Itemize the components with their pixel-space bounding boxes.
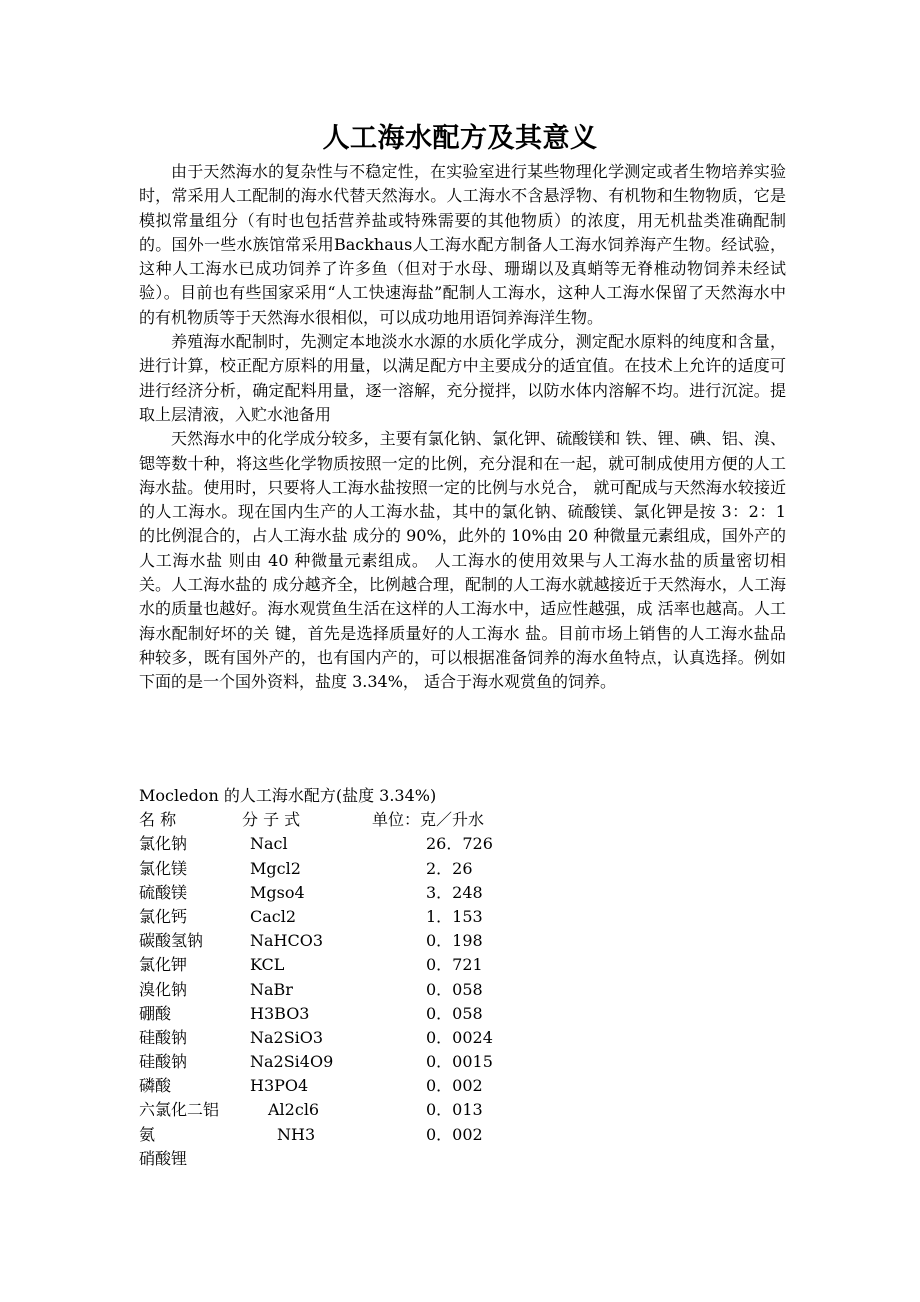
row-value: 1．153 <box>426 906 483 926</box>
row-formula: Na2SiO3 <box>250 1027 324 1047</box>
row-value: 0．013 <box>426 1100 483 1120</box>
row-name: 氯化镁 <box>139 858 188 878</box>
row-formula: Al2cl6 <box>268 1100 320 1120</box>
row-name: 硫酸镁 <box>139 882 188 902</box>
row-name: 氯化钙 <box>139 906 188 926</box>
row-formula: NaBr <box>250 979 293 999</box>
table-row <box>139 881 759 905</box>
row-name: 氨 <box>139 1124 156 1144</box>
row-value: 0．0024 <box>426 1027 493 1047</box>
body-text <box>139 160 786 695</box>
row-name: 硼酸 <box>139 1003 172 1023</box>
row-formula: Na2Si4O9 <box>250 1052 334 1072</box>
row-formula: Mgso4 <box>250 882 305 902</box>
row-value: 0．002 <box>426 1076 483 1096</box>
row-name: 氯化钠 <box>139 834 188 854</box>
row-value: 2．26 <box>426 858 473 878</box>
header-name: 名 称 <box>139 810 177 830</box>
header-formula: 分 子 式 <box>242 810 301 830</box>
row-value: 0．058 <box>426 979 483 999</box>
table-row <box>139 857 759 881</box>
row-formula: NaHCO3 <box>250 931 324 951</box>
row-formula: NH3 <box>277 1124 316 1144</box>
table-row <box>139 1026 759 1050</box>
row-formula: Nacl <box>250 834 288 854</box>
formula-table <box>139 784 759 1171</box>
row-value: 0．058 <box>426 1003 483 1023</box>
table-row <box>139 929 759 953</box>
row-name: 硅酸钠 <box>139 1027 188 1047</box>
table-header <box>139 808 759 832</box>
table-row <box>139 1074 759 1098</box>
row-value: 0．198 <box>426 931 483 951</box>
row-name: 硅酸钠 <box>139 1052 188 1072</box>
table-row <box>139 905 759 929</box>
row-name: 硝酸锂 <box>139 1148 188 1168</box>
paragraph: 养殖海水配制时，先测定本地淡水水源的水质化学成分，测定配水原料的纯度和含量，进行计算，校正配方原料的用量，以满足配方中主要成分的适宜值。在技术上允许的适度可进行经济分析，确定配料用量，逐一溶解，充分搅拌，以防水体内溶解不均。进行沉淀。提取上层清液，入贮水池备用 <box>139 332 786 424</box>
row-name: 氯化钾 <box>139 955 188 975</box>
table-row <box>139 1050 759 1074</box>
table-row <box>139 953 759 977</box>
header-unit: 单位：克／升水 <box>372 810 485 830</box>
row-name: 溴化钠 <box>139 979 188 999</box>
row-formula: Cacl2 <box>250 906 297 926</box>
formula-title: Mocledon 的人工海水配方(盐度 3.34%) <box>139 786 437 805</box>
row-formula: KCL <box>250 955 285 975</box>
table-row <box>139 1147 759 1171</box>
row-formula: H3PO4 <box>250 1076 309 1096</box>
row-name: 六氯化二铝 <box>139 1100 220 1120</box>
row-value: 0．002 <box>426 1124 483 1144</box>
row-formula: Mgcl2 <box>250 858 301 878</box>
row-value: 0．0015 <box>426 1052 493 1072</box>
table-row <box>139 978 759 1002</box>
table-row <box>139 1098 759 1122</box>
table-row <box>139 1002 759 1026</box>
row-formula: H3BO3 <box>250 1003 310 1023</box>
row-name: 碳酸氢钠 <box>139 931 204 951</box>
table-row <box>139 1123 759 1147</box>
row-name: 磷酸 <box>139 1076 172 1096</box>
table-row <box>139 832 759 856</box>
row-value: 3．248 <box>426 882 483 902</box>
row-value: 0．721 <box>426 955 483 975</box>
row-value: 26．726 <box>426 834 493 854</box>
paragraph: 由于天然海水的复杂性与不稳定性，在实验室进行某些物理化学测定或者生物培养实验时，常采用人工配制的海水代替天然海水。人工海水不含悬浮物、有机物和生物物质，它是模拟常量组分（有时也包括营养盐或特殊需要的其他物质）的浓度，用无机盐类准确配制的。国外一些水族馆常采用Backhaus人工海水配方制备人工海水饲养海产生物。经试验，这种人工海水已成功饲养了许多鱼（但对于水母、珊瑚以及真蛸等无脊椎动物饲养未经试验）。目前也有些国家采用“人工快速海盐”配制人工海水，这种人工海水保留了天然海水中的有机物质等于天然海水很相似，可以成功地用语饲养海洋生物。 <box>139 162 786 327</box>
document-title: 人工海水配方及其意义 <box>322 123 598 154</box>
paragraph: 天然海水中的化学成分较多，主要有氯化钠、氯化钾、硫酸镁和 铁、锂、碘、铝、溴、锶等数十种，将这些化学物质按照一定的比例，充分混和在一起，就可制成使用方便的人工海水盐。使用时，只要将人工海水盐按照一定的比例与水兑合， 就可配成与天然海水较接近的人工海水。现在国内生产的人工海水盐，其中的氯化钠、硫酸镁、氯化钾是按 3：2：1 的比例混合的，占人工海水盐 成分的 90%，此外的 10%由 20 种微量元素组成，国外产的人工海水盐 则由 40 种微量元素组成。 人工海水的使用效果与人工海水盐的质量密切相关。人工海水盐的 成分越齐全，比例越合理，配制的人工海水就越接近于天然海水，人工海 水的质量也越好。海水观赏鱼生活在这样的人工海水中，适应性越强，成 活率也越高。人工海水配制好坏的关 键，首先是选择质量好的人工海水 盐。目前市场上销售的人工海水盐品种较多，既有国外产的，也有国内产的，可以根据准备饲养的海水鱼特点，认真选择。例如下面的是一个国外资料，盐度 3.34%， 适合于海水观赏鱼的饲养。 <box>139 429 786 692</box>
